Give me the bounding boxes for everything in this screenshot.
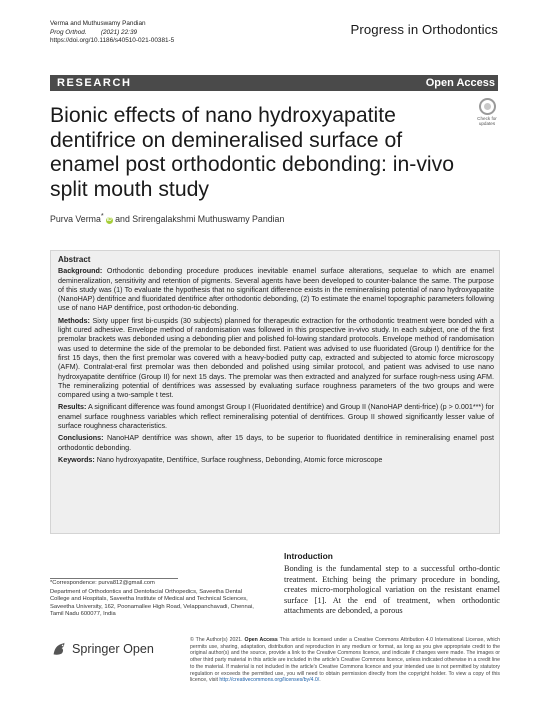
license-end: .: [319, 677, 321, 684]
publisher-name: Springer Open: [72, 642, 154, 656]
open-access-bold: Open Access: [244, 637, 278, 643]
keywords-text: Nano hydroxyapatite, Dentifrice, Surface roughness, Debonding, Atomic force microscope: [96, 454, 383, 464]
results-label: Results:: [58, 402, 87, 412]
introduction-text: Bonding is the fundamental step to a successful ortho-dontic treatment. Etching being the primary procedure in bonding, creates micro-morphological variation on the resistant enamel surface [1]. At the end of treatment, when orthodontic attachments are debonded, a porous: [284, 564, 500, 616]
check-updates-line1: Check for: [477, 116, 497, 121]
abstract-conclusions: [58, 433, 494, 452]
check-updates-line2: updates: [478, 121, 496, 127]
abstract-methods: [58, 316, 494, 400]
abstract-results: [58, 402, 494, 430]
check-updates-text: [474, 116, 500, 126]
section-label: RESEARCH: [57, 77, 132, 89]
methods-label: Methods:: [58, 315, 90, 325]
check-updates-icon: [479, 98, 496, 115]
conclusions-text: NanoHAP dentifrice was shown, after 15 days, to be superior to fluoridated dentifrice in remineralising enamel post orthodontic debonding.: [58, 433, 495, 452]
journal-name: Progress in Orthodontics: [350, 22, 498, 37]
running-header: [50, 20, 174, 46]
orcid-icon[interactable]: iD: [106, 216, 112, 223]
abstract-box: [50, 250, 500, 534]
affiliation: Department of Orthodontics and Dentofacial Orthopedics, Saveetha Dental College and Hospitals, Saveetha Institute of Medical and Technical Sciences, Saveetha University, 162, Poonamallee High Road, Velappanchavadi, Chennai, Tamil Nadu 600077, India: [50, 588, 254, 618]
correspondence-footnote: [50, 580, 254, 620]
article-type-banner: [50, 75, 498, 91]
introduction-heading: Introduction: [284, 551, 333, 561]
background-text: Orthodontic debonding procedure produces inevitable enamel surface alterations, sequelae to which are enamel demineralization, sensitivity and retention of pigments. Several agents have been developed to counter-balance the same. The purpose of this study was (1) To evaluate the hypothesis that no significant difference exists in the remineralising potential of nano hydroxyapatite (NanoHAP) dentifrice and fluoridated dentifrice after orthodontic debonding, (2) To estimate the enamel topographic parameters following use of nano HAP dentifrice, post orthodon-tic debonding.: [58, 266, 494, 313]
abstract-heading: Abstract: [58, 255, 91, 264]
open-access-label: Open Access: [425, 77, 495, 89]
abstract-background: [58, 266, 494, 312]
copyright-text: © The Author(s) 2021.: [190, 637, 243, 643]
journal-abbrev: Prog Orthod.: [50, 28, 87, 36]
results-text: A significant difference was found amongst Group I (Fluoridated dentifrice) and Group II (NanoHAP denti-frice) (p > 0.001***) for enamel surface roughness variables which reflect remineralising potential of dentifrices. Group II showed significantly lesser value of surface roughness characteristics.: [58, 402, 495, 431]
year-volume: (2021) 22:39: [100, 28, 138, 36]
abstract-keywords: [58, 455, 494, 464]
background-label: Background:: [58, 266, 103, 276]
author-list: [50, 211, 284, 224]
license-url[interactable]: http://creativecommons.org/licenses/by/4.0/: [219, 677, 320, 684]
correspondence-email[interactable]: *Correspondence: purva812@gmail.com: [50, 580, 155, 586]
introduction-section: [284, 551, 500, 617]
conclusions-label: Conclusions:: [58, 433, 104, 443]
keywords-label: Keywords:: [58, 454, 95, 464]
check-for-updates-badge[interactable]: [474, 98, 500, 134]
publisher-logo: [50, 640, 154, 658]
corresponding-mark: *: [100, 211, 104, 220]
article-title: Bionic effects of nano hydroxyapatite dentifrice on demineralised surface of enamel post orthodontic debonding: in-vivo split mouth study: [50, 104, 455, 201]
methods-text: Sixty upper first bi-cuspids (30 subjects) planned for therapeutic extraction for the orthodontic treatment were bonded with a light cured adhesive. Envelope method of randomisation was followed in this prospective in-vivo study. In each subject, one of the first premolar brackets was debonded using a debonding plier and polished fol-lowing standard protocols. Envelope method of randomisation was used to determine the side of the premolar to be debonded first. Patient was advised to use fluoridated (Group I) dentifrice for the first 15 days, then the first premolar was covered with a heavy-bodied putty cap, extracted and subjected to atomic force microscopy (AFM). Contralat-eral first premolar was then debonded and polished using similar protocol, and patient was advised to use nano hydroxyapatite dentifrice (Group II) for next 15 days. The premolar was then extracted and analyzed for surface rough-ness using AFM. The remineralizing potential of dentifrices was assessed by evaluating surface roughness parameters of the two groups and were compared using a two-sample t test.: [58, 315, 495, 400]
author-name[interactable]: Purva Verma: [50, 213, 101, 224]
license-notice: [190, 637, 500, 684]
doi-link[interactable]: https://doi.org/10.1186/s40510-021-00381-5: [50, 37, 175, 45]
footnote-divider: [50, 578, 178, 579]
co-authors[interactable]: and Srirengalakshmi Muthuswamy Pandian: [112, 213, 285, 224]
citation: [50, 29, 174, 38]
springer-horse-icon: [50, 640, 68, 658]
license-text: This article is licensed under a Creative Commons Attribution 4.0 International License, which permits use, sharing, adaptation, distribution and reproduction in any medium or format, as long as you give appropriate credit to the original author(s) and the source, provide a link to the Creative Commons licence, and indicate if changes were made. The images or other third party material in this article are included in the article's Creative Commons licence, unless indicated otherwise in a credit line to the material. If material is not included in the article's Creative Commons licence and your intended use is not permitted by statutory regulation or exceeds the permitted use, you will need to obtain permission directly from the copyright holder. To view a copy of this licence, visit: [190, 637, 500, 684]
running-authors: Verma and Muthuswamy Pandian: [50, 20, 146, 27]
